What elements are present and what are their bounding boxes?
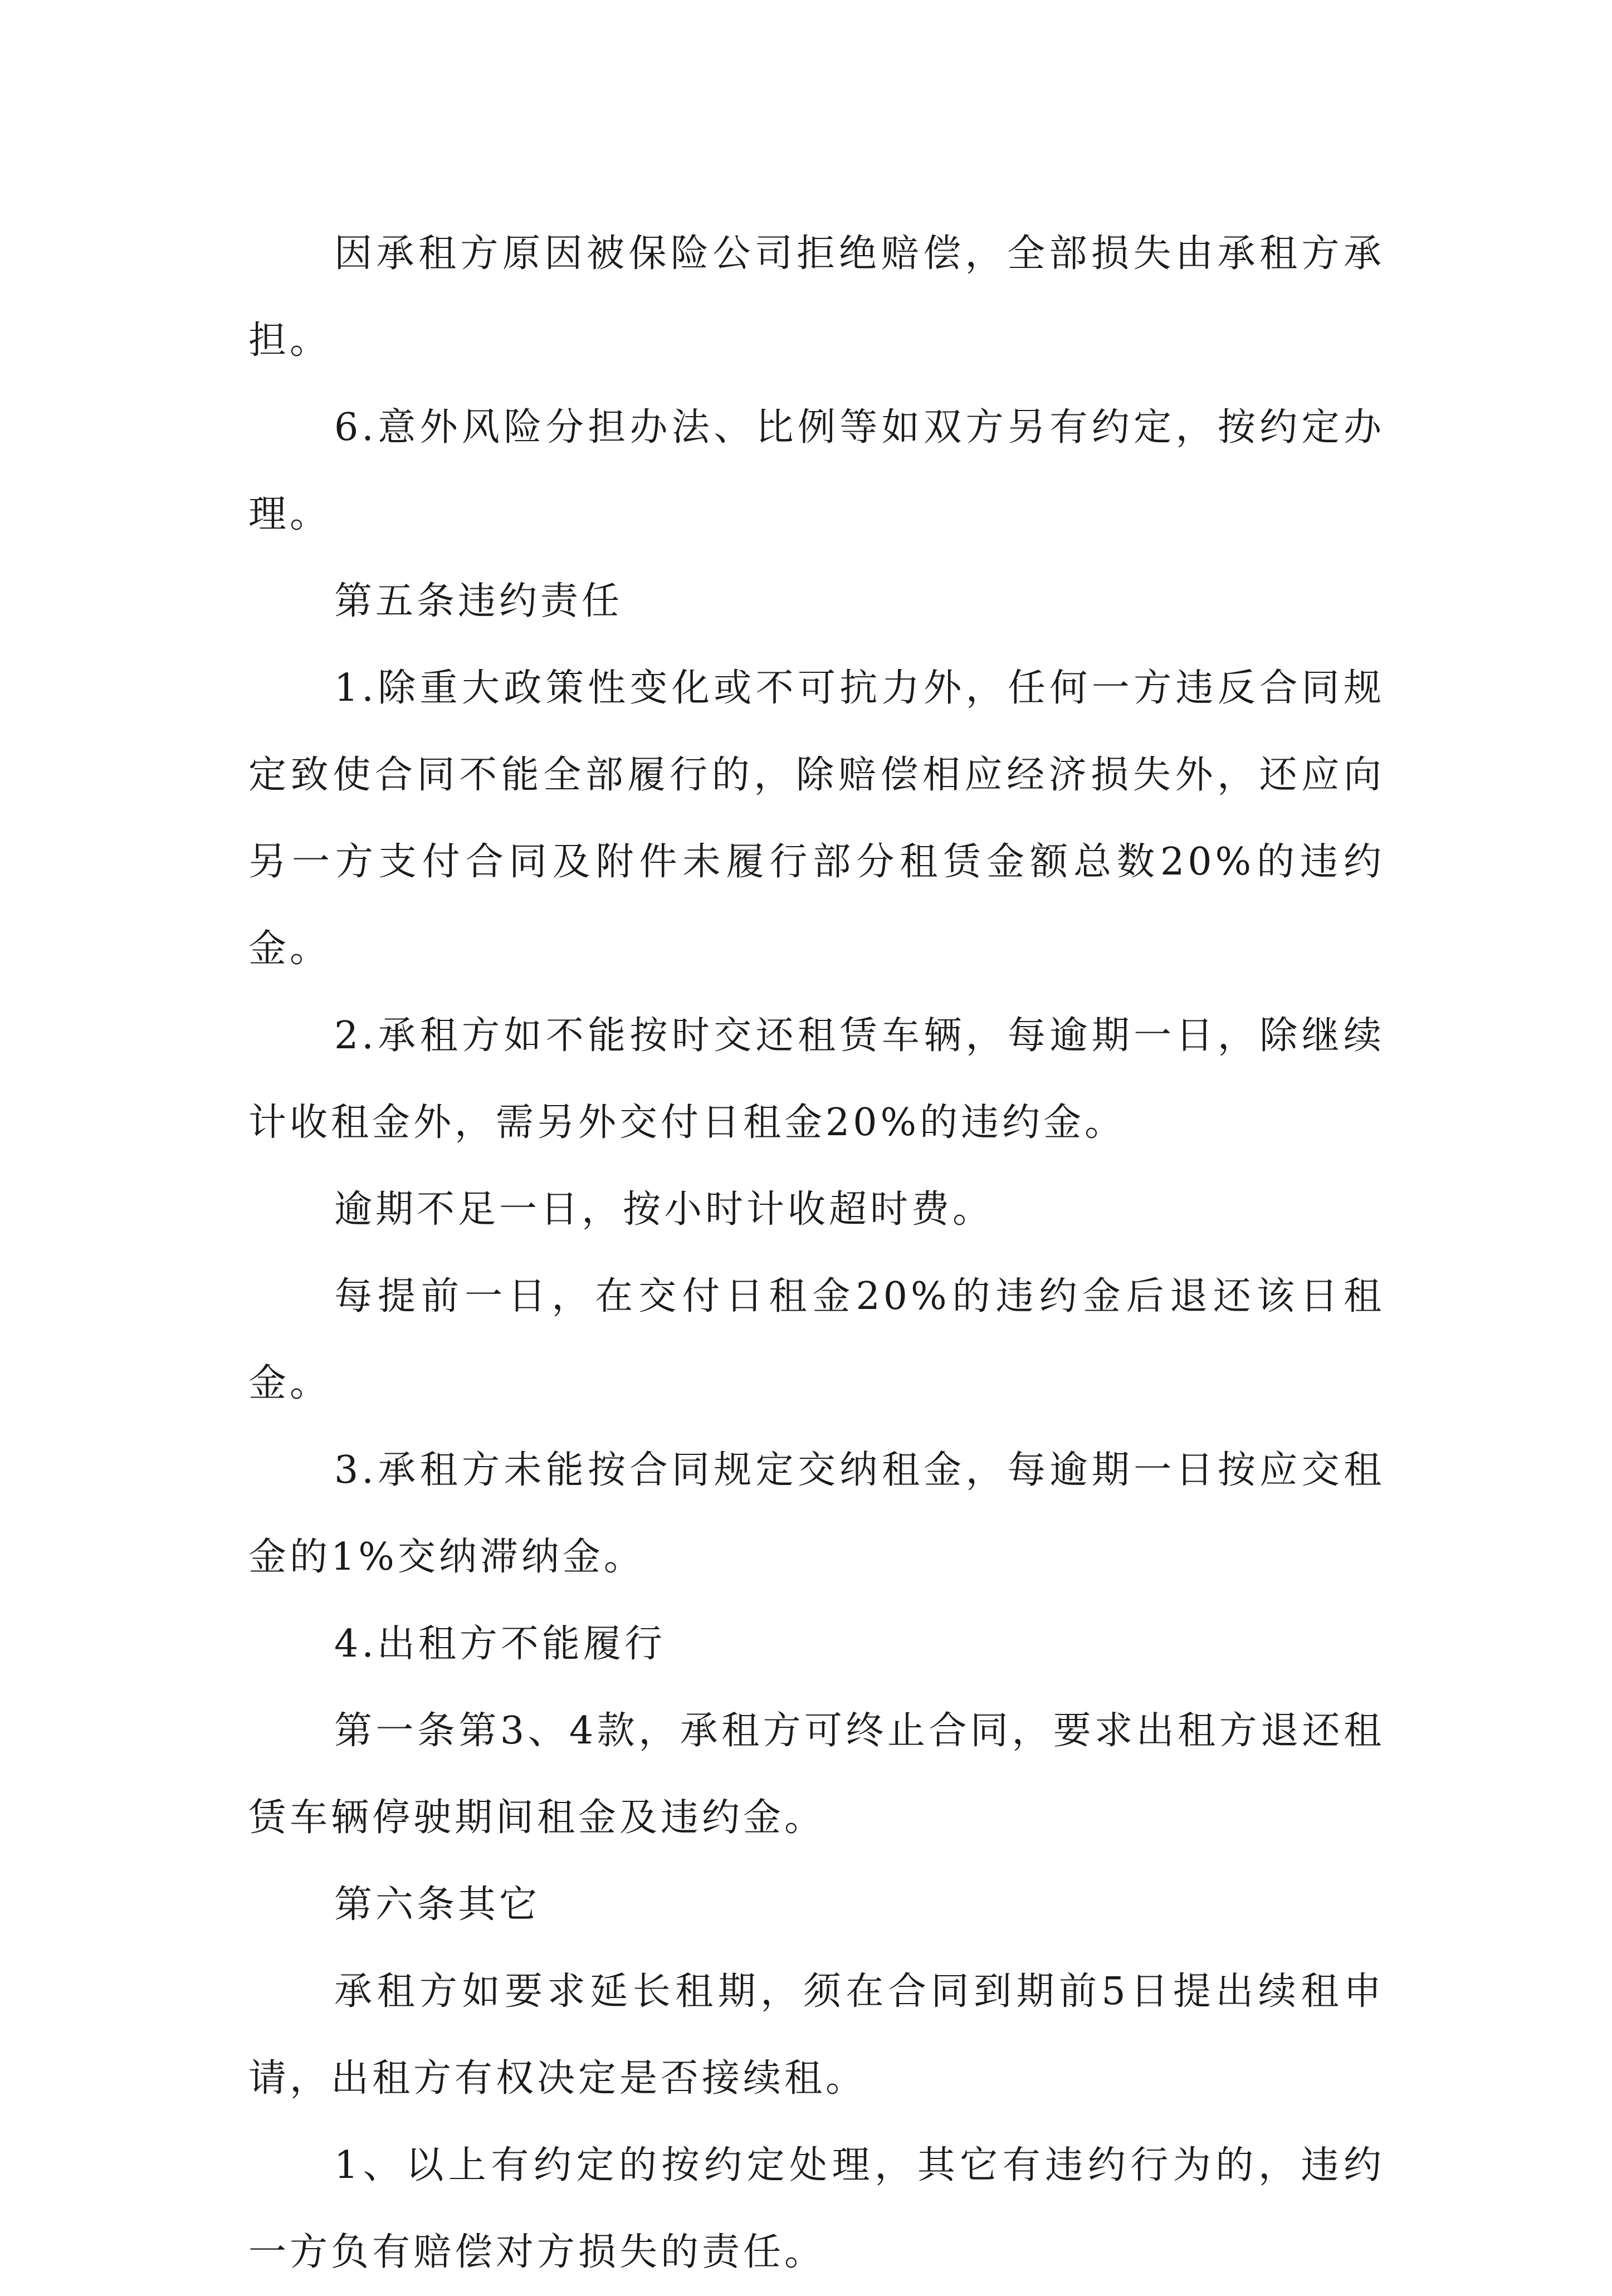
paragraph-clause-3: 3.承租方未能按合同规定交纳租金，每逾期一日按应交租金的1%交纳滞纳金。 xyxy=(248,1448,1385,1579)
paragraph-other-breach: 1、以上有约定的按约定处理，其它有违约行为的，违约一方负有赔偿对方损失的责任。 xyxy=(248,2143,1385,2274)
paragraph-early-return: 每提前一日，在交付日租金20%的违约金后退还该日租金。 xyxy=(248,1274,1385,1405)
paragraph-insurance-refusal: 因承租方原因被保险公司拒绝赔偿，全部损失由承租方承担。 xyxy=(248,232,1385,363)
paragraph-clause-2: 2.承租方如不能按时交还租赁车辆，每逾期一日，除继续计收租金外，需另外交付日租金20%的违约金。 xyxy=(248,1014,1385,1145)
paragraph-termination: 第一条第3、4款，承租方可终止合同，要求出租方退还租赁车辆停驶期间租金及违约金。 xyxy=(248,1709,1385,1840)
section-heading-breach-liability: 第五条违约责任 xyxy=(334,579,623,623)
paragraph-risk-sharing: 6.意外风险分担办法、比例等如双方另有约定，按约定办理。 xyxy=(248,406,1385,536)
paragraph-lease-extension: 承租方如要求延长租期，须在合同到期前5日提出续租申请，出租方有权决定是否接续租。 xyxy=(248,1970,1385,2100)
paragraph-clause-1: 1.除重大政策性变化或不可抗力外，任何一方违反合同规定致使合同不能全部履行的，除赔偿相应经济损失外，还应向另一方支付合同及附件未履行部分租赁金额总数20%的违约金。 xyxy=(248,666,1385,971)
section-heading-other: 第六条其它 xyxy=(334,1883,541,1927)
document-body xyxy=(248,211,1385,2296)
paragraph-clause-4: 4.出租方不能履行 xyxy=(334,1622,666,1666)
paragraph-overtime-fee: 逾期不足一日，按小时计收超时费。 xyxy=(334,1188,994,1232)
